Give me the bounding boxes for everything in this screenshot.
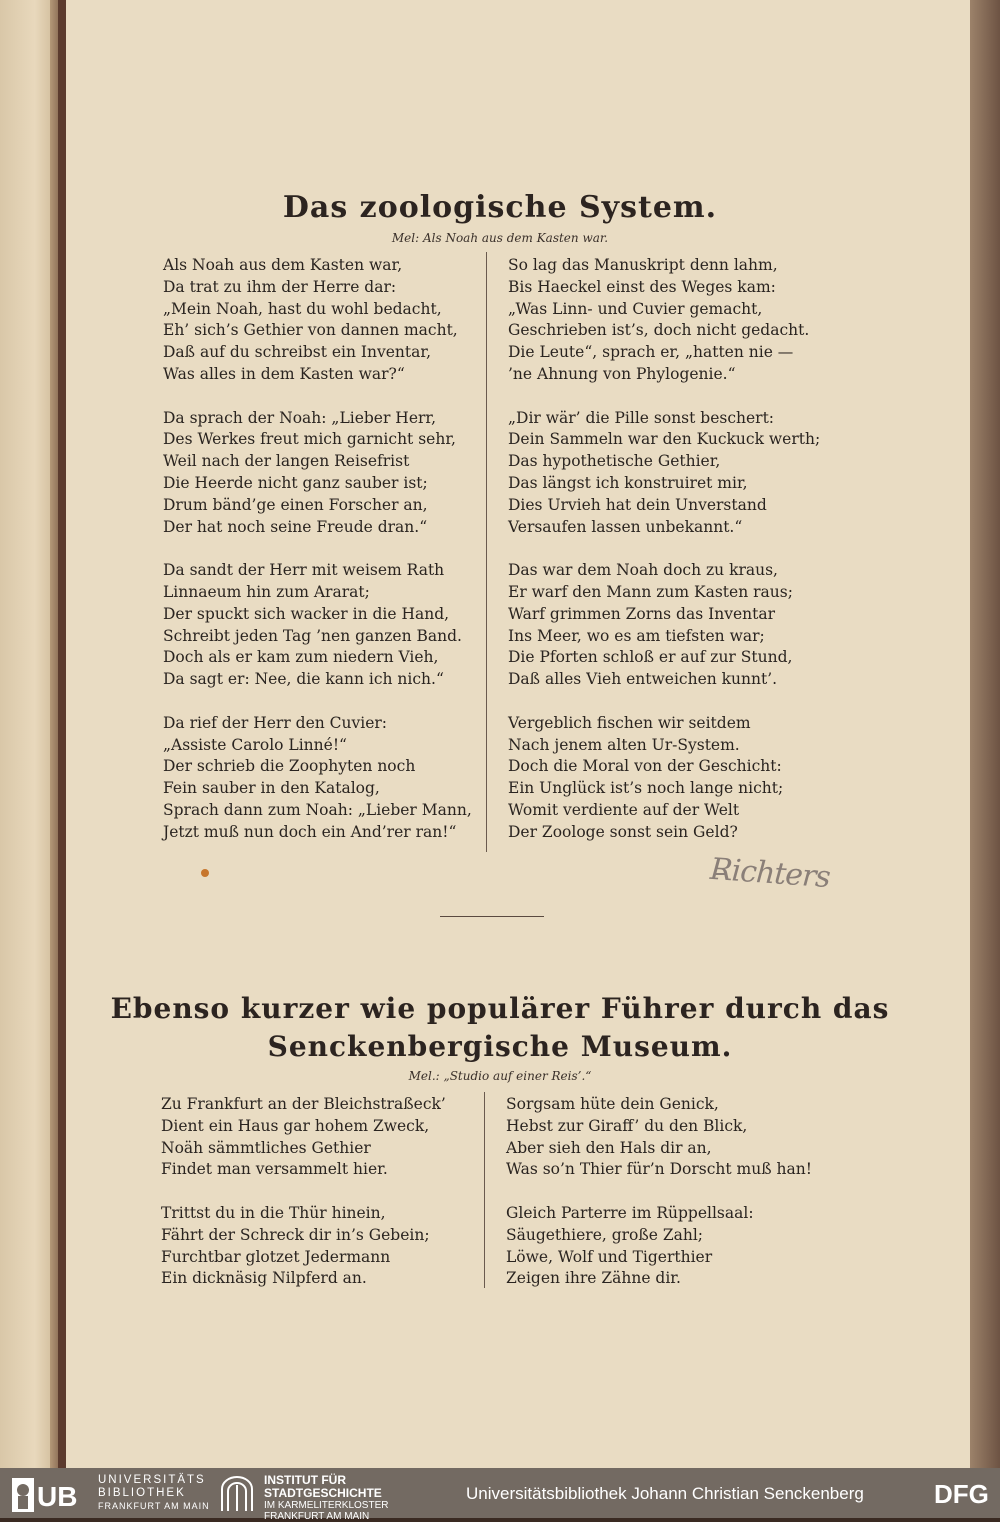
verse-line: Daß alles Vieh entweichen kunnt’. <box>508 670 778 689</box>
poem1-left-column <box>163 255 472 865</box>
verse-line: Daß auf du schreibst ein Inventar, <box>163 343 432 362</box>
section-divider <box>440 916 544 917</box>
ink-spot <box>201 869 209 877</box>
isg-line: STADTGESCHICHTE <box>264 1486 382 1500</box>
verse-line: Die Heerde nicht ganz sauber ist; <box>163 473 428 492</box>
verse-line: Das hypothetische Gethier, <box>508 452 721 471</box>
verse-line: Bis Haeckel einst des Weges kam: <box>508 277 776 296</box>
verse-line: Was so’n Thier für’n Dorscht muß han! <box>506 1160 812 1179</box>
verse-line: Nach jenem alten Ur-System. <box>508 735 740 754</box>
verse-line: Der Zoologe sonst sein Geld? <box>508 822 738 841</box>
stanza <box>163 560 472 691</box>
verse-line: Trittst du in die Thür hinein, <box>161 1203 386 1222</box>
dfg-logo-icon[interactable] <box>932 1478 992 1508</box>
verse-line: Gleich Parterre im Rüppellsaal: <box>506 1203 754 1222</box>
stanza <box>508 255 820 386</box>
library-name[interactable]: Universitätsbibliothek Johann Christian Senckenberg <box>466 1484 864 1503</box>
verse-line: Der schrieb die Zoophyten noch <box>163 757 416 776</box>
verse-line: Die Leute“, sprach er, „hatten nie — <box>508 343 794 362</box>
verse-line: Da trat zu ihm der Herre dar: <box>163 277 397 296</box>
verse-line: Versaufen lassen unbekannt.“ <box>508 517 743 536</box>
verse-line: Sorgsam hüte dein Genick, <box>506 1095 719 1113</box>
poem2-title-line1: Ebenso kurzer wie populärer Führer durch das <box>110 992 890 1025</box>
verse-line: Geschrieben ist’s, doch nicht gedacht. <box>508 321 810 340</box>
ub-line: UNIVERSITÄTS <box>98 1474 206 1486</box>
verse-line: Noäh sämmtliches Gethier <box>161 1138 371 1157</box>
verse-line: Findet man versammelt hier. <box>161 1160 388 1179</box>
verse-line: Der spuckt sich wacker in die Hand, <box>163 604 450 623</box>
stanza <box>508 713 820 844</box>
poem1-right-column <box>508 255 820 865</box>
ub-logo-icon[interactable] <box>12 1478 86 1512</box>
poem2-left-column <box>161 1094 446 1312</box>
verse-line: Warf grimmen Zorns das Inventar <box>508 604 775 623</box>
ub-logo-text: UB <box>37 1481 78 1512</box>
verse-line: Hebst zur Giraff’ du den Blick, <box>506 1116 748 1135</box>
verse-line: Die Pforten schloß er auf zur Stund, <box>508 648 793 667</box>
verse-line: Er warf den Mann zum Kasten raus; <box>508 582 793 601</box>
poem2-melody: Mel.: „Studio auf einer Reis’.“ <box>408 1069 592 1083</box>
verse-line: Löwe, Wolf und Tigerthier <box>506 1247 713 1266</box>
verse-line: Zu Frankfurt an der Bleichstraßeck’ <box>161 1095 446 1113</box>
verse-line: Des Werkes freut mich garnicht sehr, <box>163 430 456 449</box>
verse-line: Aber sieh den Hals dir an, <box>506 1138 712 1157</box>
verse-line: Drum bänd’ge einen Forscher an, <box>163 495 428 514</box>
verse-line: Säugethiere, große Zahl; <box>506 1225 704 1244</box>
verse-line: Da rief der Herr den Cuvier: <box>163 713 388 732</box>
verse-line: Dein Sammeln war den Kuckuck werth; <box>508 430 821 449</box>
poem2-column-divider <box>484 1092 485 1288</box>
stanza <box>163 713 472 844</box>
verse-line: ’ne Ahnung von Phylogenie.“ <box>508 364 736 383</box>
isg-logo-icon[interactable] <box>218 1475 256 1513</box>
verse-line: Das war dem Noah doch zu kraus, <box>508 561 778 580</box>
verse-line: Linnaeum hin zum Ararat; <box>163 582 370 601</box>
verse-line: Da sprach der Noah: „Lieber Herr, <box>163 408 437 427</box>
verse-line: Dient ein Haus gar hohem Zweck, <box>161 1116 430 1135</box>
verse-line: Was alles in dem Kasten war?“ <box>163 364 405 383</box>
ub-name[interactable] <box>98 1474 210 1513</box>
verse-line: Da sagt er: Nee, die kann ich nich.“ <box>163 670 444 689</box>
verse-line: Womit verdiente auf der Welt <box>508 800 740 819</box>
verse-line: Eh’ sich’s Gethier von dannen macht, <box>163 321 458 340</box>
poem1-column-divider <box>486 252 487 852</box>
verse-line: Das längst ich konstruiret mir, <box>508 473 748 492</box>
stanza <box>163 408 472 539</box>
verse-line: Ins Meer, wo es am tiefsten war; <box>508 626 765 645</box>
verse-line: Weil nach der langen Reisefrist <box>163 452 410 471</box>
poem1-melody: Mel: Als Noah aus dem Kasten war. <box>391 231 609 245</box>
stanza <box>508 560 820 691</box>
verse-line: Fein sauber in den Katalog, <box>163 779 380 798</box>
verse-line: Fährt der Schreck dir in’s Gebein; <box>161 1225 430 1244</box>
stanza <box>163 255 472 386</box>
verse-line: Ein dicknäsig Nilpferd an. <box>161 1269 367 1288</box>
poem2-title-line2: Senckenbergische Museum. <box>267 1030 733 1063</box>
verse-line: Der hat noch seine Freude dran.“ <box>163 517 428 536</box>
stanza <box>506 1203 812 1290</box>
ub-line: BIBLIOTHEK <box>98 1487 186 1499</box>
verse-line: Jetzt muß nun doch ein And’rer ran!“ <box>163 822 457 841</box>
verse-line: Ein Unglück ist’s noch lange nicht; <box>508 779 784 798</box>
verse-line: Doch als er kam zum niedern Vieh, <box>163 648 439 667</box>
verse-line: Da sandt der Herr mit weisem Rath <box>163 561 445 580</box>
verse-line: Dies Urvieh hat dein Unverstand <box>508 495 767 514</box>
verse-line: Schreibt jeden Tag ’nen ganzen Band. <box>163 626 462 645</box>
verse-line: „Mein Noah, hast du wohl bedacht, <box>163 299 442 318</box>
isg-line: FRANKFURT AM MAIN <box>264 1511 370 1522</box>
verse-line: „Assiste Carolo Linné!“ <box>163 735 347 754</box>
verse-line: Als Noah aus dem Kasten war, <box>163 256 403 274</box>
handwritten-annotation: Richters <box>708 851 831 896</box>
verse-line: Zeigen ihre Zähne dir. <box>506 1269 681 1288</box>
verse-line: „Was Linn- und Cuvier gemacht, <box>508 299 763 318</box>
isg-line: INSTITUT FÜR <box>264 1473 346 1487</box>
poem2-right-column <box>506 1094 812 1312</box>
verse-line: „Dir wär’ die Pille sonst beschert: <box>508 408 775 427</box>
isg-name[interactable] <box>264 1474 388 1522</box>
verse-line: Vergeblich fischen wir seitdem <box>508 713 751 732</box>
verse-line: So lag das Manuskript denn lahm, <box>508 256 778 274</box>
stanza <box>161 1094 446 1181</box>
verse-line: Doch die Moral von der Geschicht: <box>508 757 782 776</box>
verse-line: Sprach dann zum Noah: „Lieber Mann, <box>163 800 472 819</box>
verse-line: Furchtbar glotzet Jedermann <box>161 1247 391 1266</box>
stanza <box>508 408 820 539</box>
ub-line: FRANKFURT AM MAIN <box>98 1501 210 1511</box>
isg-line: IM KARMELITERKLOSTER <box>264 1500 389 1511</box>
stanza <box>161 1203 446 1290</box>
dfg-logo-text: DFG <box>934 1479 989 1508</box>
poem1-title: Das zoologische System. <box>282 190 718 225</box>
stanza <box>506 1094 812 1181</box>
